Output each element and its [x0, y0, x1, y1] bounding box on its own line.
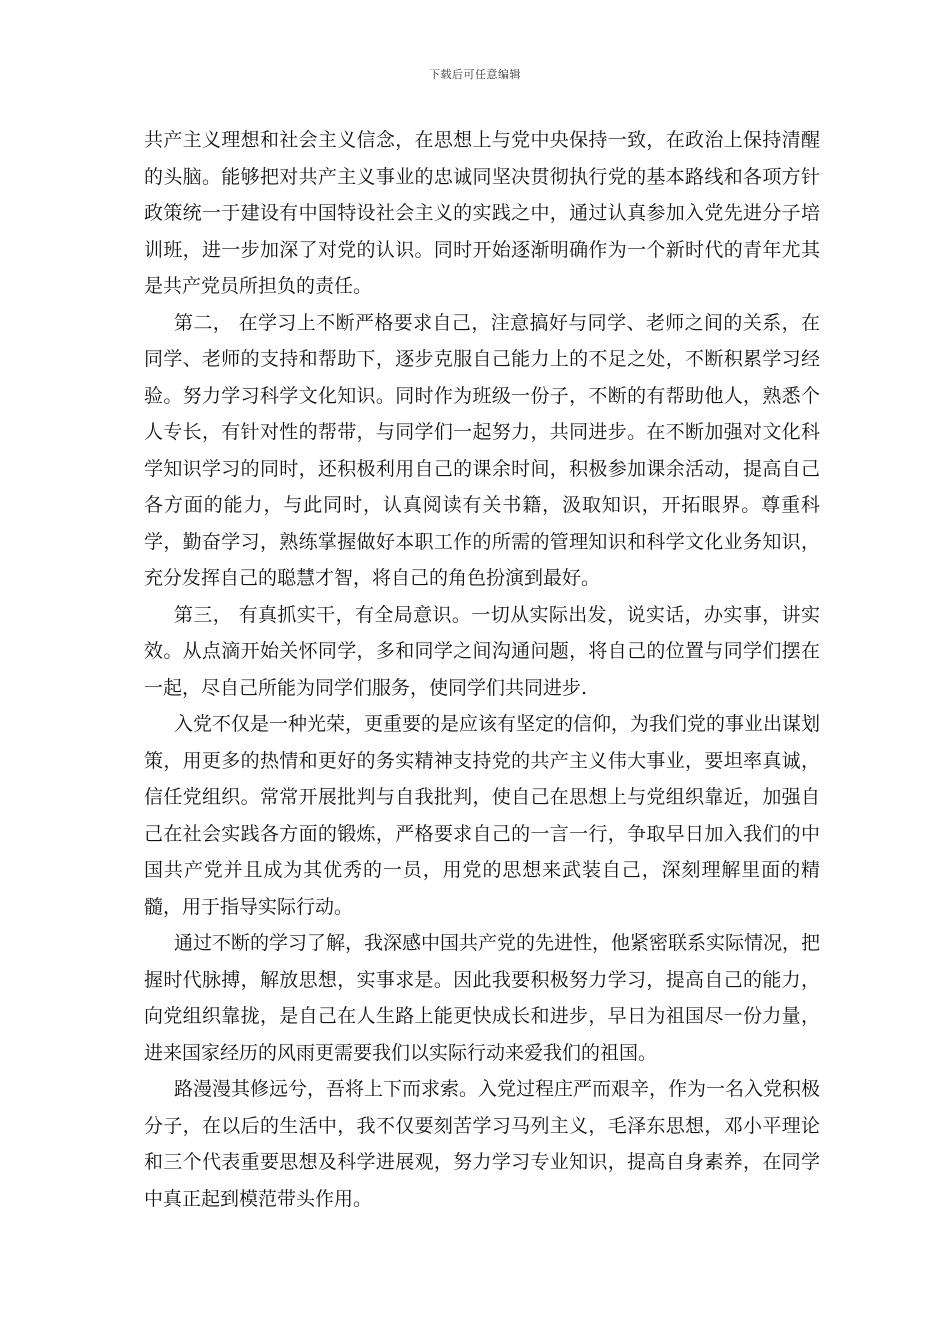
paragraph-second-point: 第二， 在学习上不断严格要求自己，注意搞好与同学、老师之间的关系，在同学、老师的支持和帮助下，逐步克服自己能力上的不足之处，不断积累学习经验。努力学习科学文化知识。同时作为班级一份子，不断的有帮助他人，熟悉个人专长，有针对性的帮带，与同学们一起努力，共同进步。在不断加强对文化科学知识学习的同时，还积极利用自己的课余时间，积极参加课余活动，提高自己各方面的能力，与此同时，认真阅读有关书籍，汲取知识，开拓眼界。尊重科学，勤奋学习，熟练掌握做好本职工作的所需的管理知识和科学文化业务知识，充分发挥自己的聪慧才智，将自己的角色扮演到最好。: [144, 311, 820, 589]
paragraph-third-point: 第三， 有真抓实干，有全局意识。一切从实际出发，说实话，办实事，讲实效。从点滴开始关怀同学，多和同学之间沟通问题，将自己的位置与同学们摆在一起，尽自己所能为同学们服务，使同学们共同进步.: [144, 603, 820, 699]
paragraph-continuation: 共产主义理想和社会主义信念，在思想上与党中央保持一致，在政治上保持清醒的头脑。能够把对共产主义事业的忠诚同坚决贯彻执行党的基本路线和各项方针政策统一于建设有中国特设社会主义的实践之中，通过认真参加入党先进分子培训班，进一步加深了对党的认识。同时开始逐渐明确作为一个新时代的青年尤其是共产党员所担负的责任。: [144, 129, 820, 297]
page-header: 下载后可任意编辑: [429, 68, 521, 81]
paragraph-conclusion: 路漫漫其修远兮，吾将上下而求索。入党过程庄严而艰辛，作为一名入党积极分子，在以后的生活中，我不仅要刻苦学习马列主义，毛泽东思想，邓小平理论和三个代表重要思想及科学进展观，努力学习专业知识，提高自身素养，在同学中真正起到模范带头作用。: [144, 1078, 821, 1210]
paragraph-party-honor: 入党不仅是一种光荣，更重要的是应该有坚定的信仰，为我们党的事业出谋划策，用更多的热情和更好的务实精神支持党的共产主义伟大事业，要坦率真诚，信任党组织。常常开展批判与自我批判，使自己在思想上与党组织靠近，加强自己在社会实践各方面的锻炼，严格要求自己的一言一行，争取早日加入我们的中国共产党并且成为其优秀的一员，用党的思想来武装自己，深刻理解里面的精髓，用于指导实际行动。: [144, 713, 821, 918]
paragraph-continuous-learning: 通过不断的学习了解，我深感中国共产党的先进性，他紧密联系实际情况，把握时代脉搏，解放思想，实事求是。因此我要积极努力学习，提高自己的能力，向党组织靠拢，是自己在人生路上能更快成长和进步，早日为祖国尽一份力量，进来国家经历的风雨更需要我们以实际行动来爱我们的祖国。: [144, 932, 821, 1064]
document-body: [144, 122, 820, 1217]
